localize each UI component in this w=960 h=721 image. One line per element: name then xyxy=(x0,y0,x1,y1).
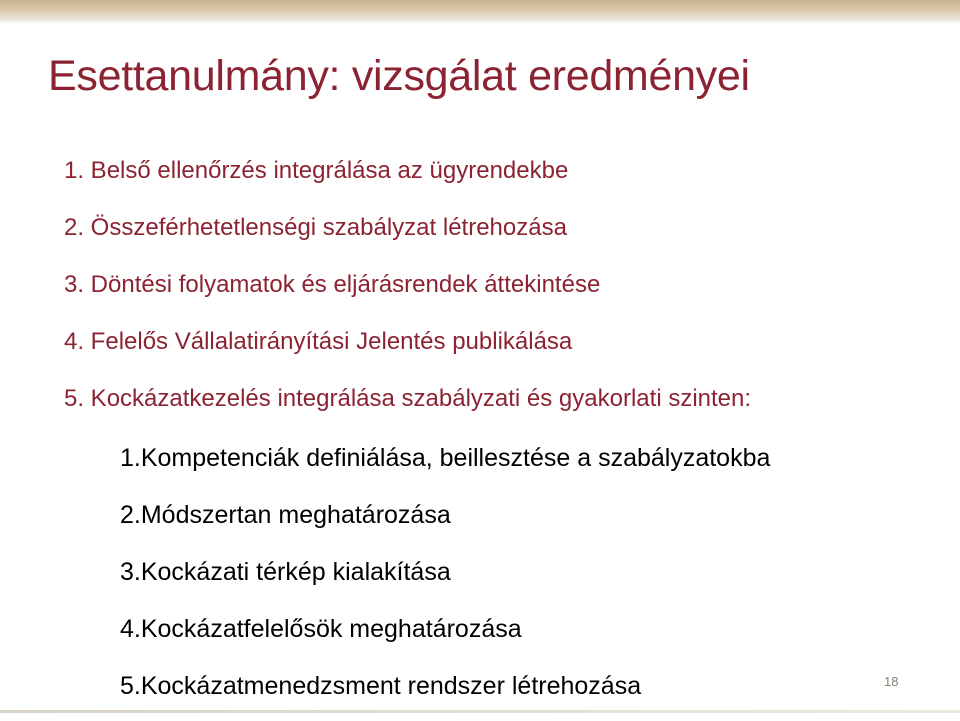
top-bar-shadow xyxy=(0,18,960,24)
main-list-item: 2. Összeférhetetlenségi szabályzat létrehozása xyxy=(64,214,567,241)
main-findings-list xyxy=(64,152,751,437)
slide-title: Esettanulmány: vizsgálat eredményei xyxy=(48,52,750,100)
main-list-item: 4. Felelős Vállalatirányítási Jelentés publikálása xyxy=(64,328,573,355)
sub-list-item: 2.Módszertan meghatározása xyxy=(120,501,451,529)
sub-list-item: 5.Kockázatmenedzsment rendszer létrehozása xyxy=(120,672,642,700)
main-list-item: 1. Belső ellenőrzés integrálása az ügyrendekbe xyxy=(64,157,569,184)
sub-list-item: 3.Kockázati térkép kialakítása xyxy=(120,558,451,586)
main-list-item: 3. Döntési folyamatok és eljárásrendek áttekintése xyxy=(64,271,601,298)
page-number: 18 xyxy=(884,674,899,689)
sub-list-item: 1.Kompetenciák definiálása, beillesztése a szabályzatokba xyxy=(120,444,771,472)
bottom-divider xyxy=(0,710,960,713)
sub-list-item: 4.Kockázatfelelősök meghatározása xyxy=(120,615,522,643)
main-list-item: 5. Kockázatkezelés integrálása szabályzati és gyakorlati szinten: xyxy=(64,385,752,412)
top-decorative-bar xyxy=(0,0,960,18)
risk-management-sub-list xyxy=(120,436,770,721)
